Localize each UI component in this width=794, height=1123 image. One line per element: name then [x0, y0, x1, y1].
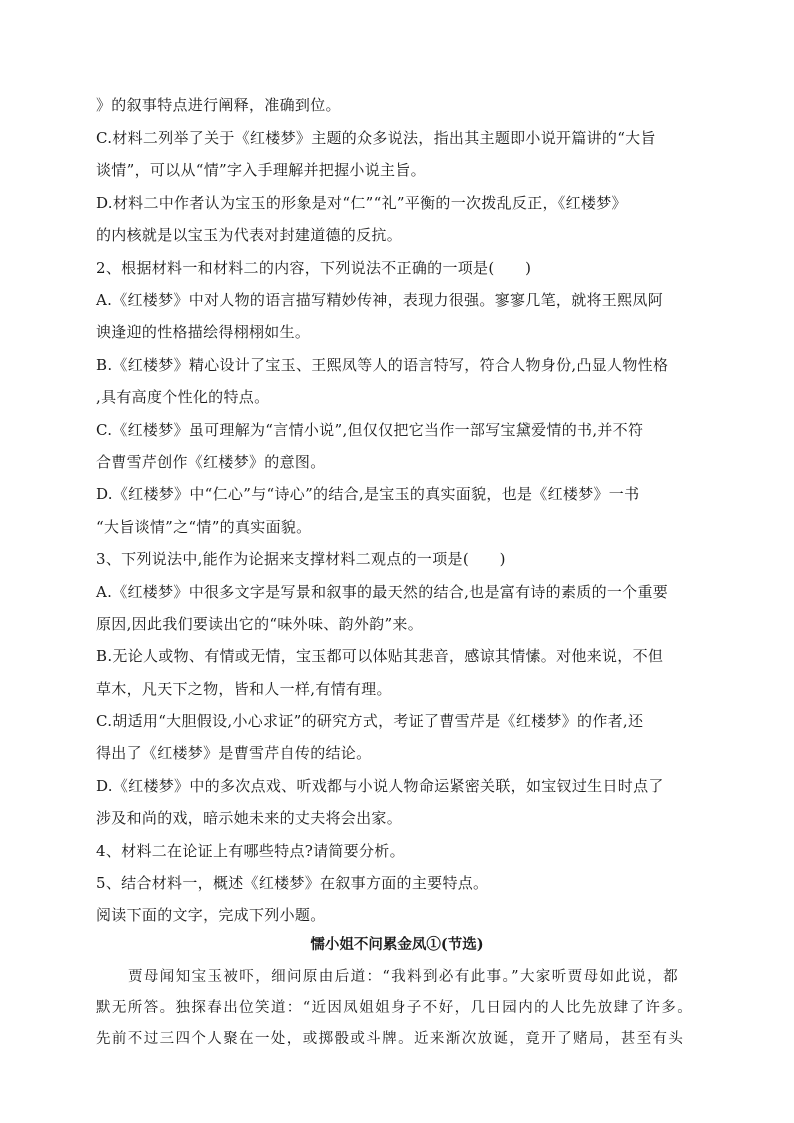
text-line: C.《红楼梦》虽可理解为“言情小说”,但仅仅把它当作一部写宝黛爱情的书,并不符	[96, 421, 644, 439]
text-line: A.《红楼梦》中对人物的语言描写精妙传神，表现力很强。寥寥几笔，就将王熙凤阿	[96, 291, 664, 309]
text-line: 》的叙事特点进行阐释，准确到位。	[96, 96, 341, 114]
text-line: B.《红楼梦》精心设计了宝玉、王熙凤等人的语言特写，符合人物身份,凸显人物性格	[96, 356, 669, 374]
question-4-stem: 4、材料二在论证上有哪些特点?请简要分析。	[96, 842, 405, 860]
question-3-stem: 3、下列说法中,能作为论据来支撑材料二观点的一项是( )	[96, 550, 506, 568]
text-line: C.材料二列举了关于《红楼梦》主题的众多说法，指出其主题即小说开篇讲的“大旨	[96, 129, 656, 147]
text-line: ,具有高度个性化的特点。	[96, 388, 270, 406]
text-line: 合曹雪芹创作《红楼梦》的意图。	[96, 453, 326, 471]
text-line: 原因,因此我们要读出它的“味外味、韵外韵”来。	[96, 615, 424, 633]
text-line: “大旨谈情”之“情”的真实面貌。	[96, 518, 312, 536]
text-line: D.《红楼梦》中的多次点戏、听戏都与小说人物命运紧密关联，如宝钗过生日时点了	[96, 777, 664, 795]
text-line: 涉及和尚的戏，暗示她未来的丈夫将会出家。	[96, 809, 403, 827]
text-line: A.《红楼梦》中很多文字是写景和叙事的最天然的结合,也是富有诗的素质的一个重要	[96, 583, 669, 601]
text-line: B.无论人或物、有情或无情，宝玉都可以体贴其悲音，感谅其情愫。对他来说，不但	[96, 647, 664, 665]
text-line: 谀逢迎的性格描绘得栩栩如生。	[96, 323, 311, 341]
text-line: 草木，凡天下之物，皆和人一样,有情有理。	[96, 680, 392, 698]
text-line: D.《红楼梦》中“仁心”与“诗心”的结合,是宝玉的真实面貌，也是《红楼梦》一书	[96, 485, 640, 503]
text-line: 的内核就是以宝玉为代表对封建道德的反抗。	[96, 226, 403, 244]
text-line: 谈情”，可以从“情”字入手理解并把握小说主旨。	[96, 161, 426, 179]
text-line: D.材料二中作者认为宝玉的形象是对“仁”“礼”平衡的一次拨乱反正，《红楼梦》	[96, 194, 627, 212]
text-line: 得出了《红楼梦》是曹雪芹自传的结论。	[96, 744, 372, 762]
passage-title: 懦小姐不问累金凤①(节选)	[310, 936, 484, 953]
passage-line: 先前不过三四个人聚在一处，或掷骰或斗牌。近来渐次放诞，竟开了赌局，甚至有头	[96, 1031, 685, 1047]
passage-line: 贾母闻知宝玉被吓，细问原由后道：“我料到必有此事。”大家听贾母如此说，都	[128, 969, 679, 985]
text-line: C.胡适用“大胆假设,小心求证”的研究方式，考证了曹雪芹是《红楼梦》的作者,还	[96, 712, 644, 730]
passage-line: 默无所答。独探春出位笑道：“近因凤姐姐身子不好，几日园内的人比先放肆了许多。	[96, 1000, 694, 1016]
question-5-stem: 5、结合材料一，概述《红楼梦》在叙事方面的主要特点。	[96, 874, 489, 892]
reading-instruction: 阅读下面的文字，完成下列小题。	[96, 906, 326, 924]
question-2-stem: 2、根据材料一和材料二的内容，下列说法不正确的一项是( )	[96, 259, 532, 277]
